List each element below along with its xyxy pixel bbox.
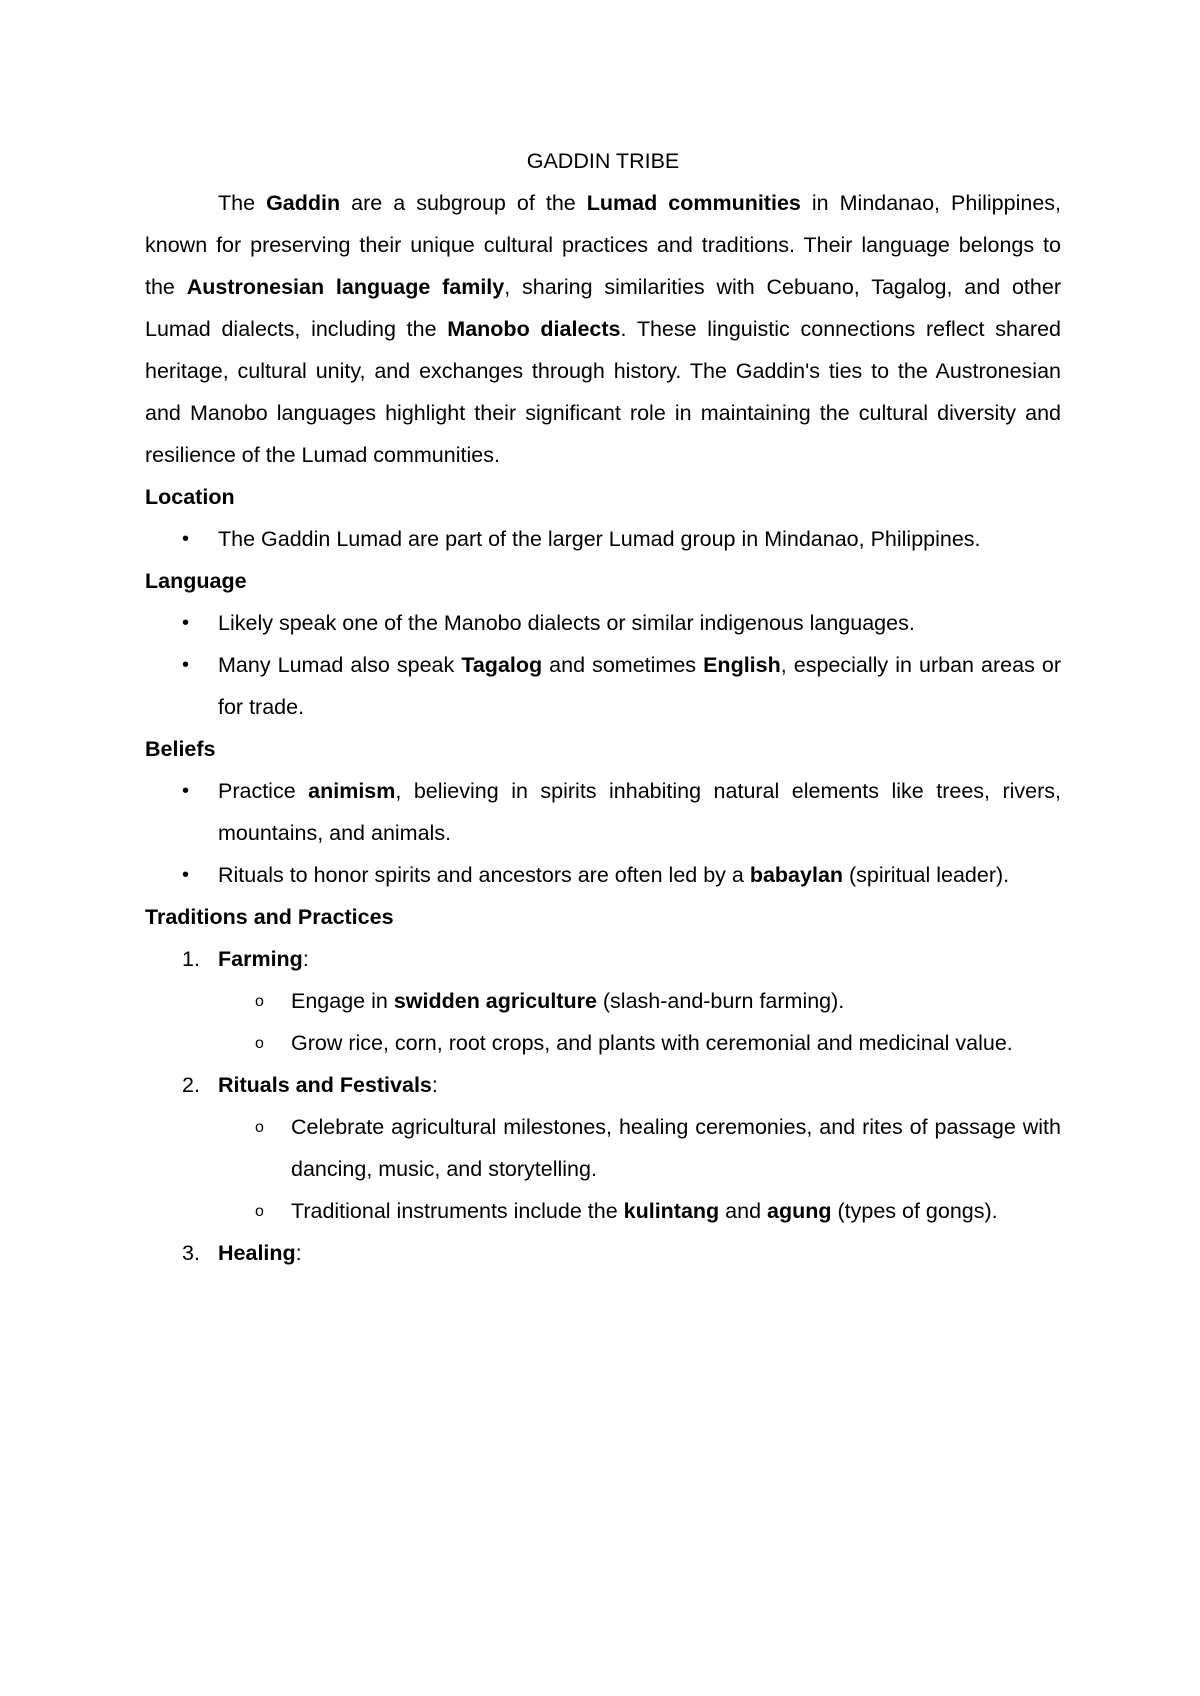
bullet-icon: •: [182, 864, 190, 886]
circle-bullet-icon: o: [255, 1035, 264, 1052]
sub-item-text: Celebrate agricultural milestones, healing ceremonies, and rites of passage with dancing, music, and storytelling.: [291, 1115, 1061, 1181]
item-number: 3.: [182, 1241, 200, 1265]
list-item: [182, 770, 1062, 854]
circle-bullet-icon: o: [255, 993, 264, 1010]
item-label: Farming: [218, 947, 303, 971]
intro-text: , sharing similarities with Cebuano, Tagalog, and other Lumad dialects, including the: [145, 275, 1061, 341]
farming-sublist: [218, 980, 1061, 1064]
item-label: Healing: [218, 1241, 296, 1265]
numbered-item-rituals: [182, 1064, 1061, 1232]
item-label: Rituals and Festivals: [218, 1073, 432, 1097]
item-number: 1.: [182, 947, 200, 971]
list-item-text: Practice: [218, 779, 309, 803]
sub-item-text: (types of gongs).: [831, 1199, 998, 1223]
sub-item-text: and: [719, 1199, 768, 1223]
list-item-text: , especially in urban areas or for trade.: [218, 653, 1061, 719]
sub-item-text: (slash-and-burn farming).: [596, 989, 845, 1013]
section-heading-location: Location: [145, 485, 235, 509]
intro-text: The: [218, 191, 267, 215]
sub-item-text: Grow rice, corn, root crops, and plants with ceremonial and medicinal value.: [291, 1031, 1013, 1055]
list-item-text: (spiritual leader).: [843, 863, 1010, 887]
bullet-icon: •: [182, 654, 190, 676]
traditions-list: [145, 938, 1061, 1274]
intro-paragraph: [145, 182, 1061, 476]
list-item: [182, 602, 1061, 644]
intro-text: are a subgroup of the: [340, 191, 587, 215]
list-item: [182, 644, 1061, 728]
document-page: [145, 140, 1061, 1274]
bold-tagalog: Tagalog: [461, 653, 543, 677]
sub-item-text: Engage in: [291, 989, 394, 1013]
bold-english: English: [703, 653, 781, 677]
bullet-icon: •: [182, 528, 190, 550]
bold-animism: animism: [308, 779, 396, 803]
item-colon: :: [302, 947, 309, 971]
bold-babaylan: babaylan: [749, 863, 844, 887]
list-item: [182, 518, 1061, 560]
intro-bold-gaddin: Gaddin: [266, 191, 341, 215]
section-heading-beliefs: Beliefs: [145, 737, 216, 761]
document-title: GADDIN TRIBE: [526, 149, 680, 173]
beliefs-list: [145, 770, 1061, 896]
bold-swidden-agriculture: swidden agriculture: [393, 989, 597, 1013]
circle-bullet-icon: o: [255, 1119, 264, 1136]
numbered-item-farming: [182, 938, 1061, 1064]
bullet-icon: •: [182, 612, 190, 634]
list-item-text: and sometimes: [542, 653, 704, 677]
item-number: 2.: [182, 1073, 200, 1097]
numbered-item-healing: [182, 1232, 1061, 1274]
section-heading-language: Language: [145, 569, 247, 593]
list-item-text: Rituals to honor spirits and ancestors are often led by a: [218, 863, 750, 887]
bold-kulintang: kulintang: [623, 1199, 720, 1223]
rituals-sublist: [218, 1106, 1061, 1232]
sub-list-item: [255, 1106, 1061, 1190]
sub-item-text: Traditional instruments include the: [291, 1199, 624, 1223]
intro-text: in Mindanao, Philippines, known for preserving their unique cultural practices and traditions. Their language belongs to the: [145, 191, 1062, 299]
item-colon: :: [431, 1073, 438, 1097]
sub-list-item: [255, 1022, 1061, 1064]
bullet-icon: •: [182, 780, 190, 802]
intro-bold-austronesian: Austronesian language family: [186, 275, 505, 299]
list-item-text: The Gaddin Lumad are part of the larger Lumad group in Mindanao, Philippines.: [218, 527, 981, 551]
intro-bold-lumad-communities: Lumad communities: [586, 191, 801, 215]
list-item-text: Likely speak one of the Manobo dialects or similar indigenous languages.: [218, 611, 915, 635]
sub-list-item: [255, 980, 1061, 1022]
list-item-text: Many Lumad also speak: [218, 653, 462, 677]
list-item-text: , believing in spirits inhabiting natural elements like trees, rivers, mountains, and animals.: [218, 779, 1062, 845]
sub-list-item: [255, 1190, 1061, 1232]
intro-text: . These linguistic connections reflect shared heritage, cultural unity, and exchanges through history. The Gaddin's ties to the Austronesian and Manobo languages highlight their significant role in maintaining the cultural diversity and resilience of the Lumad communities.: [145, 317, 1061, 467]
location-list: [145, 518, 1061, 560]
intro-bold-manobo-dialects: Manobo dialects: [447, 317, 621, 341]
circle-bullet-icon: o: [255, 1203, 264, 1220]
language-list: [145, 602, 1061, 728]
item-colon: :: [295, 1241, 302, 1265]
section-heading-traditions: Traditions and Practices: [145, 905, 394, 929]
bold-agung: agung: [767, 1199, 832, 1223]
list-item: [182, 854, 1061, 896]
